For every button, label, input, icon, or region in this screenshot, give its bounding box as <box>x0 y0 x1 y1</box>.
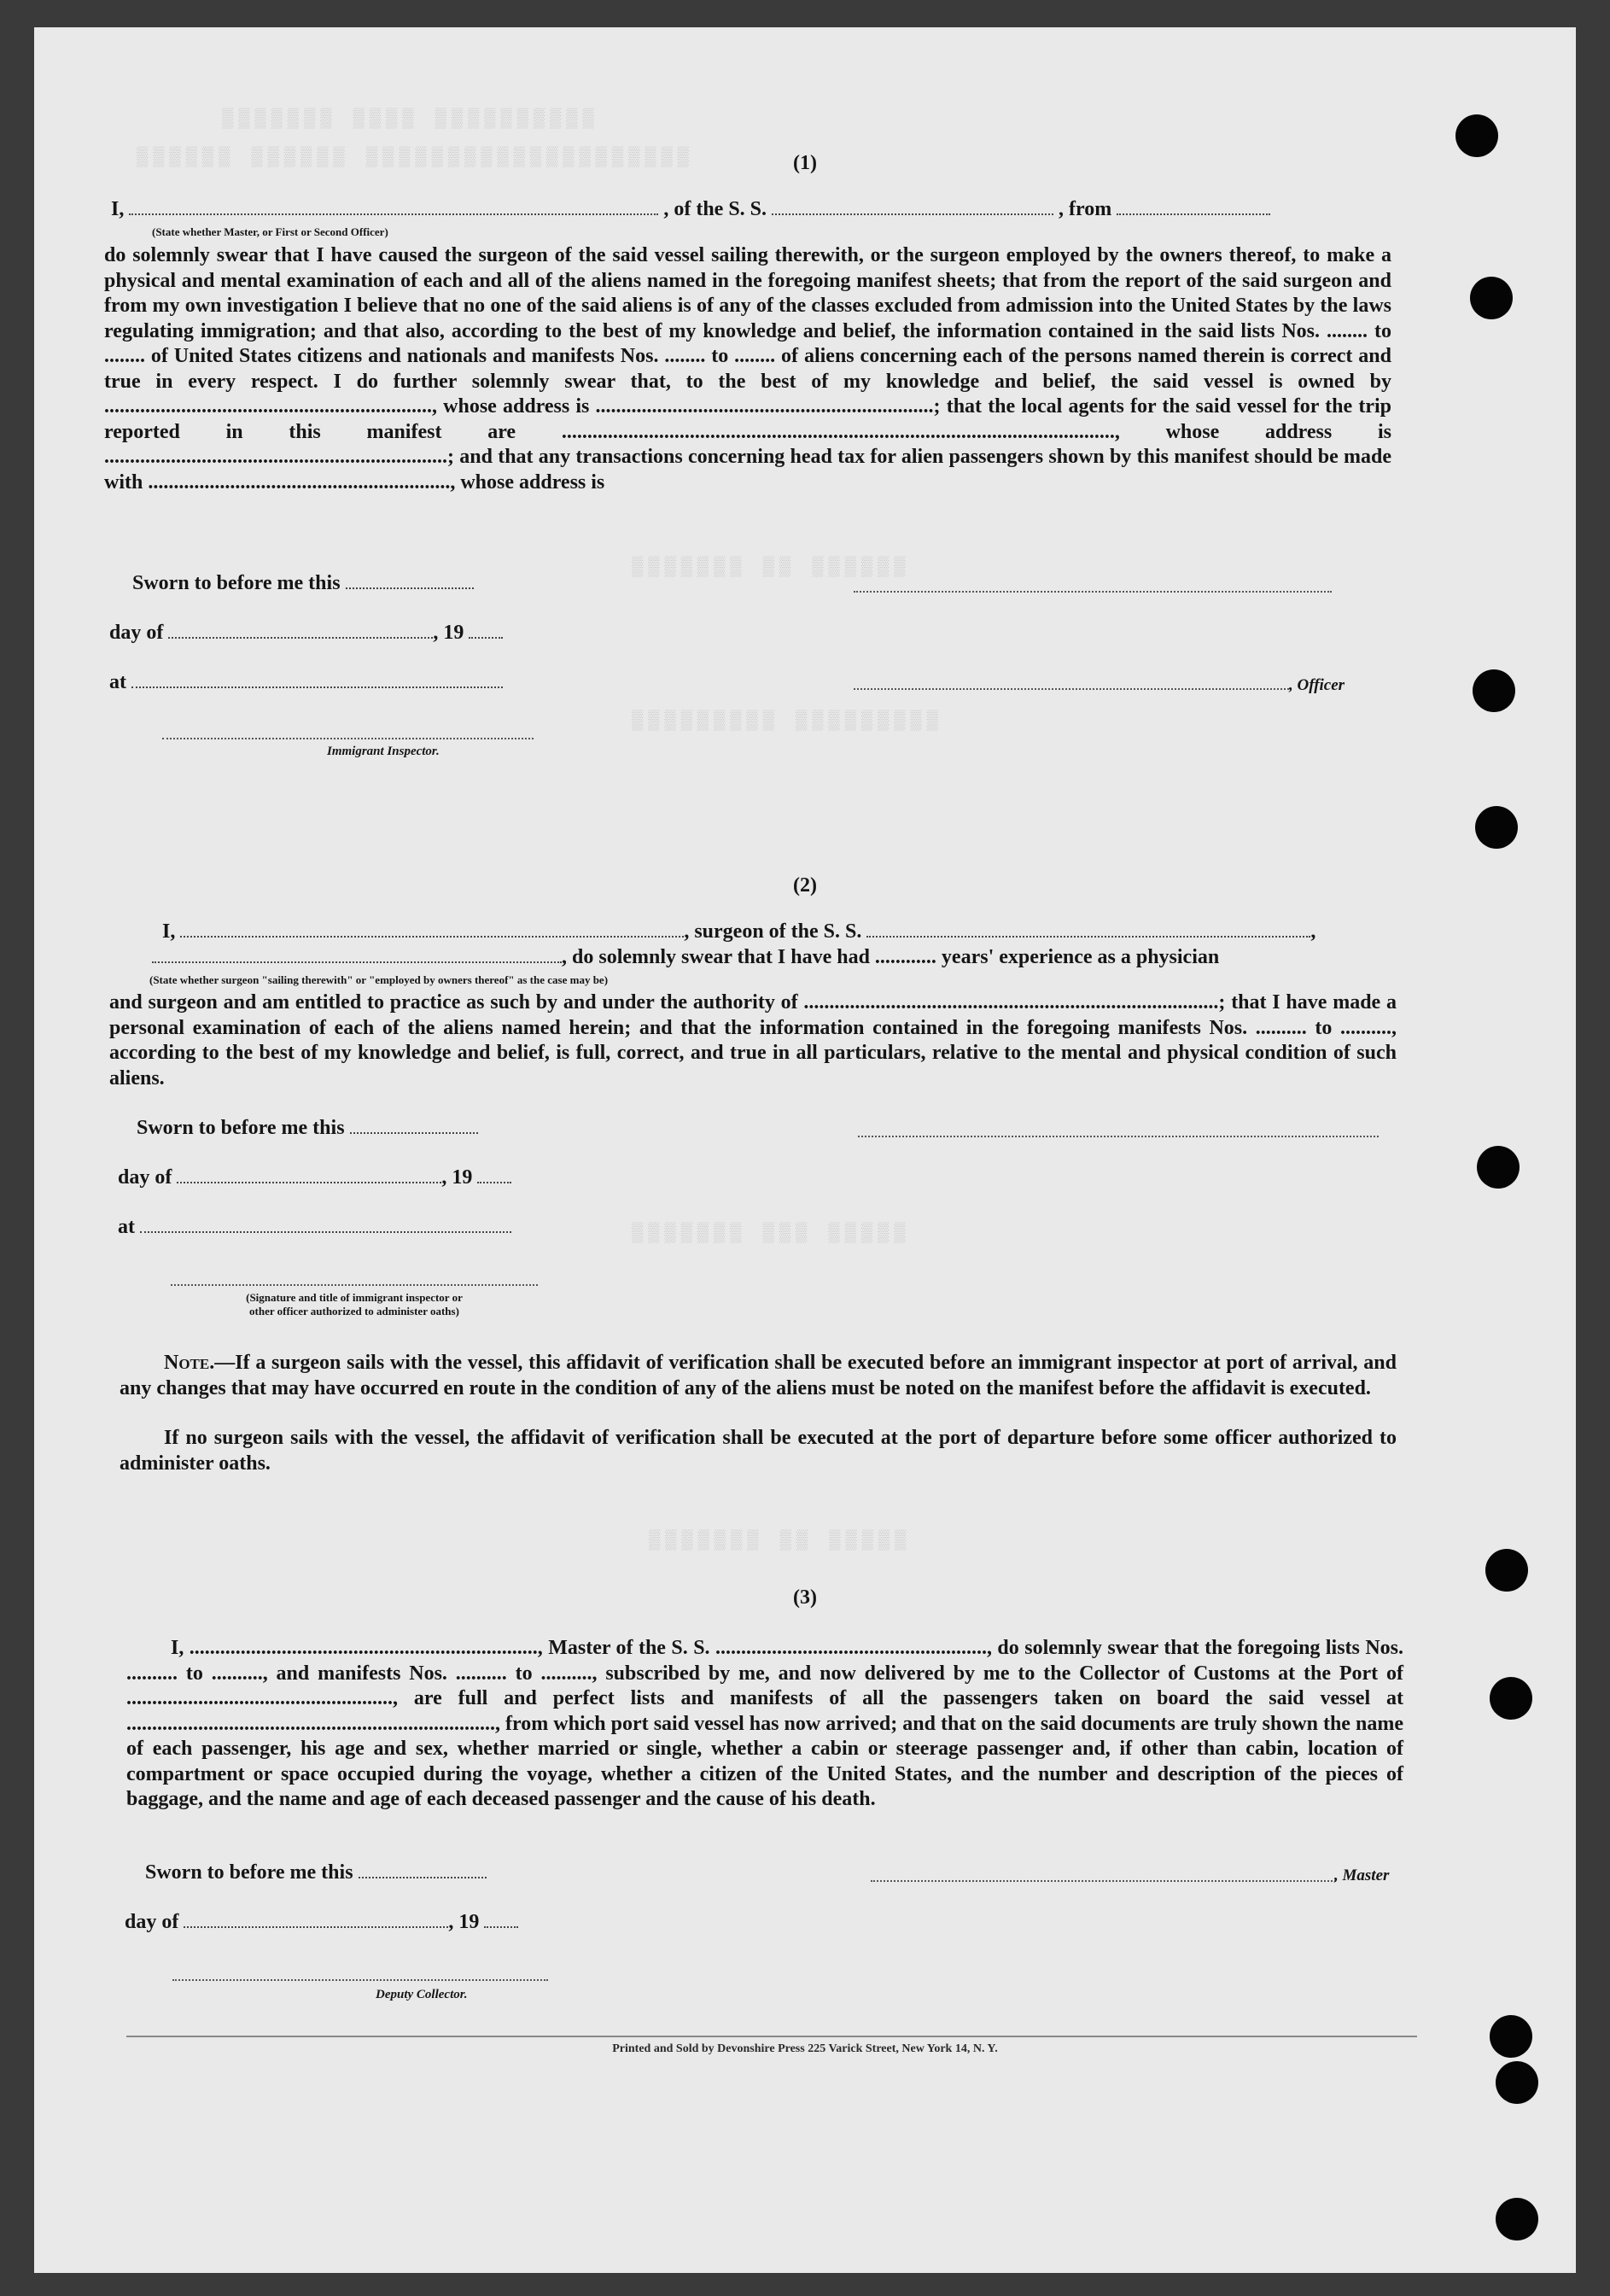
section-2-number: (2) <box>793 874 817 897</box>
from-label: , from <box>1059 198 1112 220</box>
punch-hole <box>1490 1677 1532 1720</box>
punch-hole <box>1475 806 1518 849</box>
punch-hole <box>1496 2198 1538 2240</box>
master-signature-line[interactable] <box>871 1880 1336 1882</box>
year-field[interactable] <box>477 1177 511 1183</box>
at-place-field[interactable] <box>131 681 503 688</box>
officer-signature-line[interactable] <box>854 591 1332 593</box>
i-label: I, <box>111 198 125 220</box>
section-1-number: (1) <box>793 152 817 174</box>
section-3-day: day of , 19 <box>125 1911 518 1934</box>
printer-imprint: Printed and Sold by Devonshire Press 225 Varick Street, New York 14, N. Y. <box>612 2042 998 2055</box>
note-paragraph: Note.—If a surgeon sails with the vessel, this affidavit of verification shall be executed before an immigrant inspector at port of arrival, and any changes that may have occurred en route in the condition of any of the aliens must be noted on the manifest before the affidavit is executed. <box>120 1352 1397 1399</box>
section-3-number: (3) <box>793 1586 817 1609</box>
port-from-field[interactable] <box>1117 208 1270 215</box>
master-label: , Master <box>1334 1867 1390 1884</box>
inspector-signature-line[interactable] <box>171 1284 538 1286</box>
section-3-body: I, ...................................................................., Master of the S. S. ....................................................., do solemnly swear that the foregoing lists Nos. .......... to .........., and manifests Nos. .......... to .........., subscribed by me, and now delivered by me to the Collector of Customs at the Port of ...................................................., are full and perfect lists and manifests of all the passengers taken on board the said vessel at ........................................................................, from which port said vessel has now arrived; and that on the said documents are truly shown the name of each passenger, his age and sex, whether married or single, whether a cabin or steerage passenger and, if other than cabin, location of compartment or space occupied during the voyage, whether a citizen of the United States, and the number and description of the pieces of baggage, and the name and age of each deceased passenger and the cause of his death. <box>126 1637 1403 1810</box>
bleed-through: ▒▒▒▒▒▒▒ ▒▒▒▒ ▒▒▒▒▒▒▒▒▒▒ <box>222 108 599 130</box>
sworn-date-field[interactable] <box>346 582 474 589</box>
year-field[interactable] <box>484 1921 518 1928</box>
of-ss-label: , of the S. S. <box>663 198 767 220</box>
bleed-through: ▒▒▒▒▒▒▒ ▒▒ ▒▒▒▒▒ <box>649 1530 912 1551</box>
sworn-date-field[interactable] <box>359 1872 487 1878</box>
deputy-collector-label: Deputy Collector. <box>376 1988 468 2001</box>
year-field[interactable] <box>469 632 503 639</box>
punch-hole <box>1496 2061 1538 2104</box>
bleed-through: ▒▒▒▒▒▒▒▒▒ ▒▒▒▒▒▒▒▒▒ <box>632 710 943 732</box>
bleed-through: ▒▒▒▒▒▒ ▒▒▒▒▒▒ ▒▒▒▒▒▒▒▒▒▒▒▒▒▒▒▒▒▒▒▒ <box>137 147 694 168</box>
collector-signature-line[interactable] <box>172 1979 548 1981</box>
section-2-surgeon-line: I, , surgeon of the S. S. , <box>162 920 1316 943</box>
sworn-date-field[interactable] <box>350 1127 478 1134</box>
section-1-declarant-line <box>111 198 1270 221</box>
section-1-sworn: Sworn to before me this <box>132 572 474 595</box>
surgeon-status-field[interactable] <box>152 956 562 963</box>
immigrant-inspector-label: Immigrant Inspector. <box>327 745 440 758</box>
note-paragraph-2: If no surgeon sails with the vessel, the affidavit of verification shall be executed at the port of departure before some officer authorized to administer oaths. <box>120 1427 1397 1475</box>
section-1-at: at <box>109 671 503 694</box>
section-1-day: day of , 19 <box>109 622 503 645</box>
form-sheet <box>34 27 1576 2273</box>
day-of-field[interactable] <box>184 1921 448 1928</box>
officer-label: , Officer <box>1289 676 1345 694</box>
surgeon-vessel-field[interactable] <box>866 931 1310 938</box>
bleed-through: ▒▒▒▒▒▒▒ ▒▒▒ ▒▒▒▒▒ <box>632 1223 911 1244</box>
at-place-field[interactable] <box>140 1226 511 1233</box>
officer-name-field[interactable] <box>129 208 658 215</box>
surgeon-note: (State whether surgeon "sailing therewith" or "employed by owners thereof" as the case may be) <box>149 973 609 986</box>
section-2-body: and surgeon and am entitled to practice as such by and under the authority of .................................................................................; that I have made a personal examination of each of the aliens named herein; and that the information contained in the foregoing manifests Nos. .......... to .........., according to the best of my knowledge and belief, is full, correct, and true in all particulars, relative to the mental and physical condition of such aliens. <box>109 991 1397 1090</box>
section-2-experience-line: , do solemnly swear that I have had ............ years' experience as a physician <box>152 946 1219 969</box>
punch-hole <box>1473 669 1515 712</box>
officer-title-line[interactable] <box>854 688 1289 690</box>
officer-note: (State whether Master, or First or Second Officer) <box>152 225 388 238</box>
section-2-day: day of , 19 <box>118 1166 511 1189</box>
section-3-sworn: Sworn to before me this <box>145 1861 487 1884</box>
surgeon-name-field[interactable] <box>180 931 684 938</box>
day-of-field[interactable] <box>168 632 433 639</box>
section-2-sworn: Sworn to before me this <box>137 1117 478 1140</box>
signature-note: (Signature and title of immigrant inspector or other officer authorized to administer oaths) <box>246 1291 463 1317</box>
section-1-body: do solemnly swear that I have caused the surgeon of the said vessel sailing therewith, or the surgeon employed by the owners thereof, to make a physical and mental examination of each and all of the aliens named in the foregoing manifest sheets; that from the report of the said surgeon and from my own investigation I believe that no one of the said aliens is of any of the classes excluded from admission into the United States by the laws regulating immigration; and that also, according to the best of my knowledge and belief, the information contained in the said lists Nos. ........ to ........ of United States citizens and nationals and manifests Nos. ........ to ........ of aliens concerning each of the persons named therein is correct and true in every respect. I do further solemnly swear that, to the best of my knowledge and belief, the said vessel is owned by ................................................................, whose address is ..................................................................; that the local agents for the said vessel for the trip reported in this manifest are ............................................................................................................, whose address is ...................................................................; and that any transactions concerning head tax for alien passengers shown by this manifest should be made with ..........................................................., whose address is <box>104 244 1391 494</box>
punch-hole <box>1477 1146 1520 1189</box>
bleed-through: ▒▒▒▒▒▒▒ ▒▒ ▒▒▒▒▒▒ <box>632 557 911 578</box>
punch-hole <box>1485 1549 1528 1592</box>
punch-hole <box>1455 114 1498 157</box>
vessel-name-field[interactable] <box>772 208 1053 215</box>
section-2-at: at <box>118 1216 511 1239</box>
surgeon-signature-line[interactable] <box>858 1136 1379 1137</box>
footer-rule <box>126 2036 1417 2037</box>
day-of-field[interactable] <box>177 1177 441 1183</box>
inspector-signature-line[interactable] <box>162 738 534 739</box>
punch-hole <box>1470 277 1513 319</box>
